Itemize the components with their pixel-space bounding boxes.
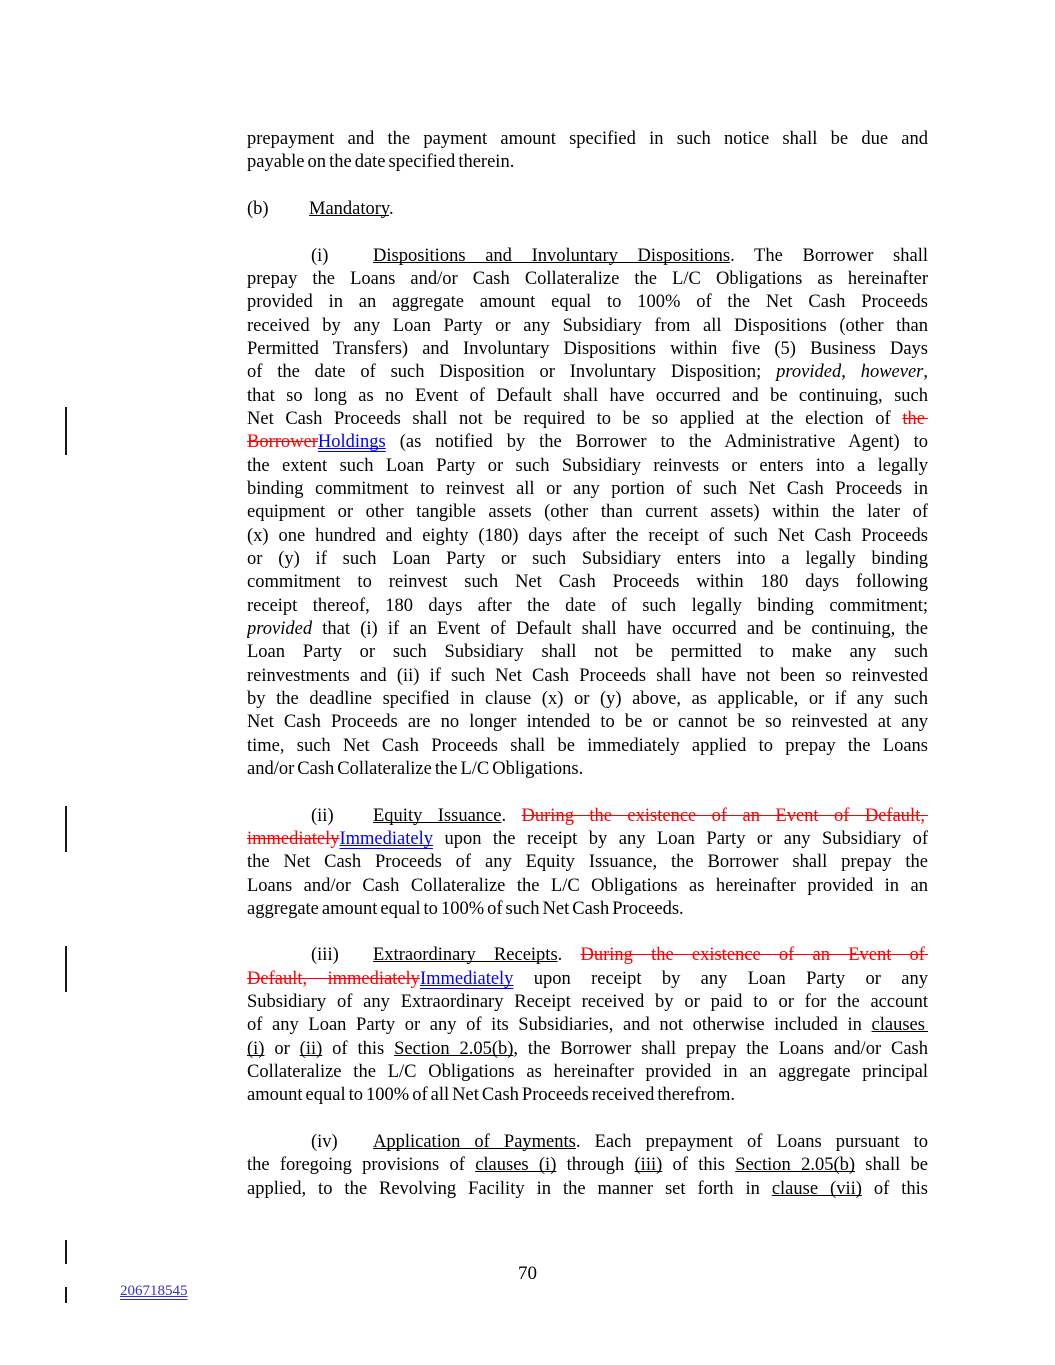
text-segment: ,: [841, 362, 861, 383]
text-segment: .: [501, 805, 522, 826]
text-segment: through: [556, 1155, 635, 1176]
change-bar: [65, 806, 67, 852]
text-segment: ,: [923, 362, 928, 383]
list-number: (b): [247, 198, 269, 219]
text-segment: by the deadline specified in clause (x) or (y) above, as applicable, or if any such: [247, 688, 928, 709]
underlined-text: clauses: [871, 1015, 928, 1036]
text-segment: Permitted Transfers) and Involuntary Dispositions within five (5) Business Days: [247, 338, 928, 359]
document-id-stamp: 206718545: [120, 1283, 188, 1299]
text-segment: receipt thereof, 180 days after the date of such legally binding commitment;: [247, 595, 928, 616]
change-bar: [65, 407, 67, 455]
text-segment: of this: [662, 1155, 736, 1176]
text-line: [247, 665, 928, 688]
text-segment: Collateralize the L/C Obligations as hereinafter provided in an aggregate principal: [247, 1062, 928, 1083]
inserted-text: Immediately: [419, 968, 514, 989]
text-line: [247, 385, 928, 408]
text-segment: . Each prepayment of Loans pursuant to: [575, 1132, 928, 1153]
italic-text: however: [860, 362, 924, 383]
list-number: (i): [311, 245, 329, 266]
deleted-text: Default, immediately: [247, 968, 420, 989]
text-line: [247, 361, 928, 384]
italic-text: provided: [776, 362, 842, 383]
text-line: [247, 944, 928, 967]
text-segment: (as notified by the Borrower to the Administrative Agent) to: [385, 432, 928, 453]
page-number: 70: [518, 1263, 537, 1284]
deleted-text: immediately: [247, 828, 340, 849]
text-line: [247, 501, 928, 524]
text-segment: , the Borrower shall prepay the Loans and/or Cash: [513, 1038, 928, 1059]
text-line: [247, 851, 928, 874]
deleted-text: During the existence of an Event of Default,: [521, 805, 928, 826]
text-line: [247, 1084, 928, 1107]
text-line: [247, 455, 928, 478]
text-segment: Subsidiary of any Extraordinary Receipt received by or paid to or for the account: [247, 992, 928, 1013]
text-segment: the foregoing provisions of: [247, 1155, 476, 1176]
text-segment: time, such Net Cash Proceeds shall be immediately applied to prepay the Loans: [247, 735, 928, 756]
inserted-text: Immediately: [339, 828, 433, 849]
italic-text: provided: [247, 618, 313, 639]
underlined-text: Application of Payments: [373, 1132, 576, 1153]
change-bar: [65, 1240, 67, 1264]
item-ii-equity-issuance: [247, 805, 928, 922]
text-segment: of this: [861, 1178, 928, 1199]
text-line: [247, 1154, 928, 1177]
underlined-text: Dispositions and Involuntary Dispositions: [373, 245, 731, 266]
text-segment: reinvestments and (ii) if such Net Cash Proceeds shall have not been so reinvested: [247, 665, 928, 686]
text-line: [247, 735, 928, 758]
item-iii-extraordinary-receipts: [247, 944, 928, 1107]
text-line: [247, 198, 928, 221]
text-line: [247, 338, 928, 361]
text-segment: aggregate amount equal to 100% of such Net Cash Proceeds.: [247, 898, 684, 919]
text-segment: and/or Cash Collateralize the L/C Obligations.: [247, 758, 584, 779]
text-line: [247, 968, 928, 991]
text-segment: payable on the date specified therein.: [247, 152, 515, 173]
deleted-text: During the existence of an Event of: [580, 945, 928, 966]
text-segment: prepayment and the payment amount specified in such notice shall be due and: [247, 129, 928, 149]
text-segment: upon receipt by any Loan Party or any: [513, 968, 928, 989]
text-line: [247, 151, 928, 174]
item-iv-application-of-payments: [247, 1131, 928, 1201]
text-segment: . The Borrower shall: [730, 245, 928, 266]
text-line: [247, 525, 928, 548]
underlined-text: Extraordinary Receipts: [373, 945, 558, 966]
text-line: [247, 875, 928, 898]
text-segment: the Net Cash Proceeds of any Equity Issuance, the Borrower shall prepay the: [247, 852, 928, 873]
text-line: [247, 641, 928, 664]
text-line: [247, 805, 928, 828]
text-segment: applied, to the Revolving Facility in the manner set forth in: [247, 1178, 772, 1199]
text-line: [247, 1131, 928, 1154]
text-line: [247, 548, 928, 571]
deleted-text: Borrower: [247, 432, 318, 453]
text-line: [247, 991, 928, 1014]
text-line: [247, 595, 928, 618]
underlined-text: Section 2.05(b): [735, 1155, 856, 1176]
underlined-text: Section 2.05(b): [394, 1038, 514, 1059]
text-line: [247, 408, 928, 431]
text-segment: the extent such Loan Party or such Subsidiary reinvests or enters into a legally: [247, 455, 928, 476]
text-segment: commitment to reinvest such Net Cash Proceeds within 180 days following: [247, 572, 928, 593]
underlined-text: Equity Issuance: [373, 805, 502, 826]
text-segment: shall be: [855, 1155, 928, 1176]
text-line: [247, 268, 928, 291]
text-segment: Loan Party or such Subsidiary shall not be permitted to make any such: [247, 642, 928, 663]
deleted-text: the: [902, 408, 928, 429]
text-segment: (x) one hundred and eighty (180) days after the receipt of such Net Cash Proceeds: [247, 525, 928, 546]
change-bar: [65, 1287, 67, 1303]
text-line: [247, 1061, 928, 1084]
underlined-text: clauses (i): [475, 1155, 557, 1176]
text-segment: provided in an aggregate amount equal to 100% of the Net Cash Proceeds: [247, 292, 928, 313]
intro-paragraph: [247, 128, 928, 175]
text-segment: Loans and/or Cash Collateralize the L/C Obligations as hereinafter provided in an: [247, 875, 928, 896]
text-segment: of any Loan Party or any of its Subsidiaries, and not otherwise included in: [247, 1015, 872, 1036]
text-line: [247, 618, 928, 641]
document-body: [247, 128, 928, 1201]
text-line: [247, 1014, 928, 1037]
text-line: [247, 431, 928, 454]
text-segment: .: [557, 945, 581, 966]
text-line: [247, 758, 928, 781]
text-segment: that so long as no Event of Default shall have occurred and be continuing, such: [247, 385, 928, 406]
underlined-text: (i): [247, 1038, 265, 1059]
change-bar: [65, 946, 67, 992]
text-segment: equipment or other tangible assets (other than current assets) within the later of: [247, 502, 928, 523]
text-line: [247, 828, 928, 851]
text-line: [247, 1038, 928, 1061]
text-line: [247, 245, 928, 268]
underlined-text: (ii): [299, 1038, 323, 1059]
text-segment: or (y) if such Loan Party or such Subsidiary enters into a legally binding: [247, 548, 928, 569]
text-segment: or: [264, 1038, 300, 1059]
text-line: [247, 1178, 928, 1201]
text-segment: .: [388, 198, 394, 219]
text-segment: that (i) if an Event of Default shall have occurred and be continuing, the: [312, 618, 928, 639]
underlined-text: Mandatory: [309, 198, 389, 219]
text-segment: Net Cash Proceeds are no longer intended to be or cannot be so reinvested at any: [247, 712, 928, 733]
item-i-dispositions: [247, 245, 928, 782]
text-segment: of this: [322, 1038, 395, 1059]
text-segment: Net Cash Proceeds shall not be required to be so applied at the election of: [247, 408, 903, 429]
text-segment: received by any Loan Party or any Subsidiary from all Dispositions (other than: [247, 315, 928, 336]
text-segment: binding commitment to reinvest all or any portion of such Net Cash Proceeds in: [247, 478, 928, 499]
text-line: [247, 571, 928, 594]
underlined-text: clause (vii): [771, 1178, 862, 1199]
item-b-mandatory: [247, 198, 928, 221]
text-line: [247, 688, 928, 711]
text-line: [247, 478, 928, 501]
text-line: [247, 291, 928, 314]
inserted-text: Holdings: [317, 432, 386, 453]
text-segment: upon the receipt by any Loan Party or any Subsidiary of: [432, 828, 928, 849]
list-number: (iv): [311, 1132, 338, 1153]
text-segment: prepay the Loans and/or Cash Collateralize the L/C Obligations as hereinafter: [247, 268, 928, 289]
text-line: [247, 711, 928, 734]
text-line: [247, 898, 928, 921]
underlined-text: (iii): [634, 1155, 663, 1176]
text-segment: of the date of such Disposition or Involuntary Disposition;: [247, 362, 777, 383]
list-number: (ii): [311, 805, 334, 826]
list-number: (iii): [311, 945, 339, 966]
text-line: [247, 315, 928, 338]
text-segment: amount equal to 100% of all Net Cash Proceeds received therefrom.: [247, 1085, 735, 1106]
text-line: [247, 128, 928, 151]
